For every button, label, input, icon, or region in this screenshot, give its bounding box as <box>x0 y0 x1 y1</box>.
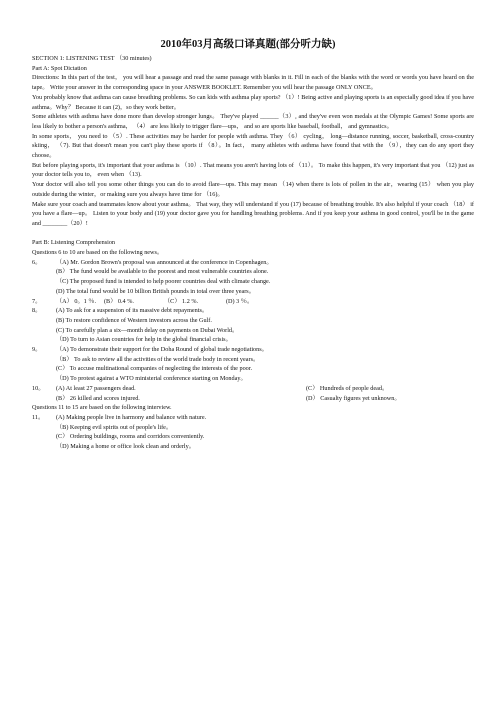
option-a: （A) To demonstrate their support for the Doha Round of global trade negotiations。 <box>56 346 268 354</box>
question-number: 6。 <box>32 258 42 266</box>
option-a: (A) Making people live in harmony and balance with nature. <box>56 414 207 421</box>
option-d: (D) The total fund would be 10 billion British pounds in total over three years。 <box>56 287 255 295</box>
option-b: （B) Keeping evil spirits out of people's life。 <box>56 423 173 431</box>
question-number: 10。 <box>32 384 45 392</box>
question-10 <box>32 384 474 394</box>
option-c: (C） Hundreds of people dead。 <box>306 384 389 392</box>
question-10-row-2 <box>32 394 474 404</box>
directions: Directions: In this part of the test， you will hear a passage and read the same passage with blanks in it. Fill in each of the blanks with the word or words you have heard on the tape。 Write your answer in the corresponding space in your ANSWER BOOKLET. Remember you will hear the passage ONLY ONCE。 <box>32 74 474 92</box>
page-title: 2010年03月高级口译真题(部分听力缺) <box>160 39 336 50</box>
question-7 <box>32 297 474 307</box>
question-number: 8。 <box>32 307 42 315</box>
option-b: (B） 0.4 %. <box>104 297 134 305</box>
document-body <box>32 54 474 452</box>
option-a: (A) At least 27 passengers dead. <box>56 384 136 392</box>
option-a: （A） 0。1 ％. <box>56 297 97 305</box>
passage-paragraph-2: Some athletes with asthma have done more than develop stronger lungs。 They've played ______（3）, and they've even won medals at the Olympic Games! Some sports are less likely to bother a person's asthma， （4） are less likely to trigger flare—ups， and so are sports like baseball, football， and gymnastics。 <box>32 113 474 130</box>
option-c: （C） 1.2 %. <box>164 297 199 305</box>
questions-intro-interview: Questions 11 to 15 are based on the following interview. <box>32 404 172 412</box>
question-number: 9。 <box>32 346 42 354</box>
spacer <box>32 229 474 239</box>
passage-paragraph-1: You probably know that asthma can cause breathing problems. So can kids with asthma play sports? （1）! Being active and playing sports is an especially good idea if you have asthma。Why？ Because it can (2)，so they work better。 <box>32 93 474 111</box>
part-b-heading: Part B: Listening Comprehension <box>32 239 116 247</box>
option-d: (D) 3 ％。 <box>226 297 254 305</box>
option-b: （B） To ask to review all the activities of the world trade body in recent years。 <box>56 355 260 363</box>
option-b: (B) To restore confidence of Western investors across the Gulf. <box>56 316 212 324</box>
option-b: (B） The fund would be available to the poorest and most vulnerable countries alone. <box>56 268 269 276</box>
option-d: （D) To turn to Asian countries for help in the global financial crisis。 <box>56 336 232 344</box>
option-d: （D) To protest against a WTO ministerial conference starting on Monday。 <box>56 375 247 383</box>
question-8 <box>32 306 474 316</box>
passage-paragraph-3: In some sports， you need to （5）. These activities may be harder for people with asthma. They （6） cycling， long—distance running, soccer, basketball, cross-country skiing， （7). But that doesn't mean you can't play these sports if （8）。In fact， many athletes with asthma have found that with the （9），they can do any sport they choose。 <box>32 132 474 160</box>
option-d: (D） Casualty figures yet unknown。 <box>306 394 401 402</box>
question-9 <box>32 345 474 355</box>
question-6 <box>32 258 474 268</box>
section-heading: SECTION 1: LISTENING TEST （30 minutes) <box>32 55 152 62</box>
question-number: 7。 <box>32 297 42 305</box>
option-c: (C) To carefully plan a six—month delay on payments on Dubai World。 <box>56 326 239 334</box>
option-b: (B） 26 killed and scores injured. <box>56 394 140 402</box>
passage-paragraph-5: Your doctor will also tell you some other things you can do to avoid flare—ups. This may mean （14) when there is lots of pollen in the air，wearing (15） when you play outside during the winter，or making sure you always have time for （16)。 <box>32 181 474 198</box>
question-number: 11。 <box>32 414 45 421</box>
questions-intro-news: Questions 6 to 10 are based on the following news。 <box>32 249 164 257</box>
option-a: (A) To ask for a suspension of its massive debt repayments。 <box>56 307 209 315</box>
option-c: (C） To accuse multinational companies of neglecting the interests of the poor. <box>56 365 253 373</box>
option-a: （A) Mr. Gordon Brown's proposal was announced at the conference in Copenhagen。 <box>56 258 273 266</box>
passage-paragraph-4: But before playing sports, it's important that your asthma is （10）. That means you aren't having lots of （11）。 To make this happen, it's very important that you （12) just as your doctor tells you to， even when （13). <box>32 161 474 179</box>
option-d: （D) Making a home or office look clean and orderly。 <box>56 443 195 451</box>
option-c: （C) The proposed fund is intended to help poorer countries deal with climate change. <box>56 278 271 286</box>
passage-paragraph-6: Make sure your coach and teammates know about your asthma。 That way, they will understand if you (17) because of breathing trouble. It's also helpful if your coach （18） if you have a flare—up。 Listen to your body and (19) your doctor gave you for handling breathing problems. And if you keep your asthma in good control, you'll be in the game and ________（20）! <box>32 200 474 227</box>
option-c: (C） Ordering buildings, rooms and corridors conveniently. <box>56 433 205 441</box>
part-a-heading: Part A: Spot Dictation <box>32 64 87 72</box>
question-11 <box>32 413 474 423</box>
